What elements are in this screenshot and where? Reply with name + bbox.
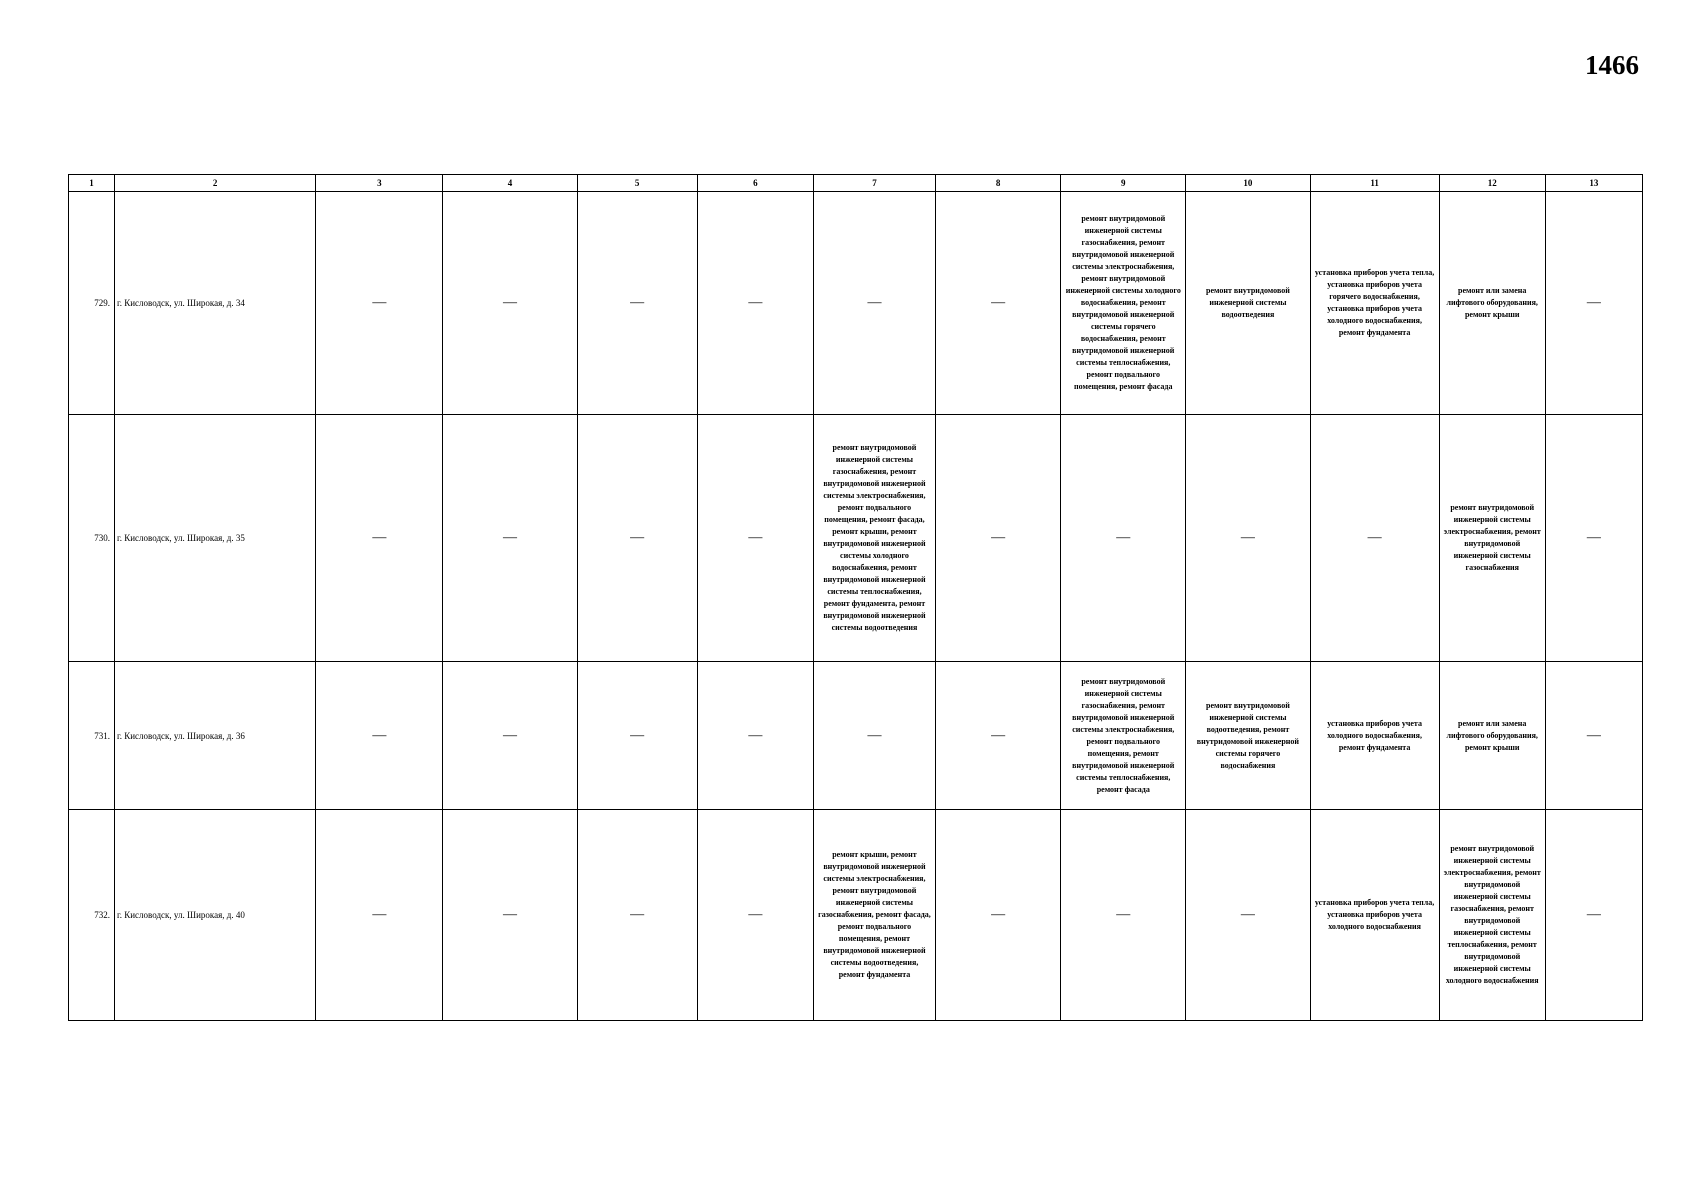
column-header-13: 13 <box>1545 175 1642 192</box>
row-number: 730. <box>69 415 115 662</box>
column-number-row <box>69 175 1643 192</box>
dash: — <box>372 907 387 922</box>
cell-col-8 <box>936 662 1061 810</box>
cell-col-11 <box>1310 415 1439 662</box>
cell-col-13 <box>1545 192 1642 415</box>
dash: — <box>630 727 645 743</box>
cell-col-6 <box>697 810 813 1021</box>
cell-text: — <box>1116 530 1131 545</box>
cell-text: — <box>1367 530 1382 545</box>
column-header-4: 4 <box>443 175 577 192</box>
cell-col-11: установка приборов учета тепла, установка приборов учета холодного водоснабжения <box>1310 810 1439 1021</box>
cell-text: — <box>867 727 882 743</box>
column-header-7: 7 <box>813 175 935 192</box>
dash: — <box>630 907 645 922</box>
cell-col-4 <box>443 810 577 1021</box>
column-header-6: 6 <box>697 175 813 192</box>
column-header-12: 12 <box>1439 175 1545 192</box>
row-number: 729. <box>69 192 115 415</box>
cell-col-3 <box>316 662 443 810</box>
dash: — <box>630 295 645 310</box>
table-row <box>69 662 1643 810</box>
dash: — <box>991 907 1006 922</box>
cell-col-12: ремонт или замена лифтового оборудования, ремонт крыши <box>1439 662 1545 810</box>
column-header-2: 2 <box>115 175 316 192</box>
cell-col-13 <box>1545 810 1642 1021</box>
cell-col-9: ремонт внутридомовой инженерной системы газоснабжения, ремонт внутридомовой инженерной системы электроснабжения, ремонт подвального помещения, ремонт внутридомовой инженерной системы теплоснабжения, ремонт фасада <box>1061 662 1186 810</box>
cell-col-7: ремонт крыши, ремонт внутридомовой инженерной системы электроснабжения, ремонт внутридомовой инженерной системы газоснабжения, ремонт фасада, ремонт подвального помещения, ремонт внутридомовой инженерной системы водоотведения, ремонт фундамента <box>813 810 935 1021</box>
cell-col-6 <box>697 192 813 415</box>
register-table <box>68 174 1643 1021</box>
cell-col-5 <box>577 810 697 1021</box>
cell-col-8 <box>936 415 1061 662</box>
dash: — <box>1586 907 1601 922</box>
cell-text: — <box>867 295 882 310</box>
cell-col-9: ремонт внутридомовой инженерной системы газоснабжения, ремонт внутридомовой инженерной системы электроснабжения, ремонт внутридомовой инженерной системы холодного водоснабжения, ремонт внутридомовой инженерной системы горячего водоснабжения, ремонт внутридомовой инженерной системы теплоснабжения, ремонт подвального помещения, ремонт фасада <box>1061 192 1186 415</box>
cell-col-4 <box>443 415 577 662</box>
dash: — <box>503 295 518 310</box>
column-header-10: 10 <box>1186 175 1310 192</box>
table-row <box>69 415 1643 662</box>
cell-col-7: ремонт внутридомовой инженерной системы газоснабжения, ремонт внутридомовой инженерной системы электроснабжения, ремонт подвального помещения, ремонт фасада, ремонт крыши, ремонт внутридомовой инженерной системы холодного водоснабжения, ремонт внутридомовой инженерной системы теплоснабжения, ремонт фундамента, ремонт внутридомовой инженерной системы водоотведения <box>813 415 935 662</box>
row-address: г. Кисловодск, ул. Широкая, д. 36 <box>115 662 316 810</box>
dash: — <box>748 727 763 743</box>
cell-col-6 <box>697 415 813 662</box>
table-row <box>69 810 1643 1021</box>
cell-col-12: ремонт или замена лифтового оборудования, ремонт крыши <box>1439 192 1545 415</box>
dash: — <box>748 530 763 545</box>
dash: — <box>991 295 1006 310</box>
cell-col-5 <box>577 192 697 415</box>
cell-col-8 <box>936 810 1061 1021</box>
dash: — <box>503 530 518 545</box>
table-row <box>69 192 1643 415</box>
cell-text: — <box>1240 530 1255 545</box>
cell-col-13 <box>1545 662 1642 810</box>
cell-col-3 <box>316 415 443 662</box>
column-header-5: 5 <box>577 175 697 192</box>
cell-col-7 <box>813 662 935 810</box>
dash: — <box>1586 727 1601 743</box>
dash: — <box>372 727 387 743</box>
cell-col-11: установка приборов учета тепла, установка приборов учета горячего водоснабжения, установка приборов учета холодного водоснабжения, ремонт фундамента <box>1310 192 1439 415</box>
dash: — <box>1586 295 1601 310</box>
dash: — <box>372 295 387 310</box>
cell-col-3 <box>316 810 443 1021</box>
cell-col-4 <box>443 662 577 810</box>
cell-col-10: ремонт внутридомовой инженерной системы водоотведения <box>1186 192 1310 415</box>
cell-col-5 <box>577 662 697 810</box>
cell-col-9 <box>1061 810 1186 1021</box>
cell-col-8 <box>936 192 1061 415</box>
cell-text: — <box>1240 907 1255 922</box>
row-number: 731. <box>69 662 115 810</box>
row-address: г. Кисловодск, ул. Широкая, д. 34 <box>115 192 316 415</box>
cell-col-12: ремонт внутридомовой инженерной системы электроснабжения, ремонт внутридомовой инженерной системы газоснабжения <box>1439 415 1545 662</box>
dash: — <box>503 727 518 743</box>
cell-col-9 <box>1061 415 1186 662</box>
row-address: г. Кисловодск, ул. Широкая, д. 40 <box>115 810 316 1021</box>
dash: — <box>1586 530 1601 545</box>
cell-col-13 <box>1545 415 1642 662</box>
cell-col-11: установка приборов учета холодного водоснабжения, ремонт фундамента <box>1310 662 1439 810</box>
dash: — <box>748 295 763 310</box>
page-number: 1466 <box>1585 50 1639 80</box>
cell-col-10 <box>1186 415 1310 662</box>
row-number: 732. <box>69 810 115 1021</box>
dash: — <box>748 907 763 922</box>
cell-col-10 <box>1186 810 1310 1021</box>
row-address: г. Кисловодск, ул. Широкая, д. 35 <box>115 415 316 662</box>
cell-col-12: ремонт внутридомовой инженерной системы электроснабжения, ремонт внутридомовой инженерной системы газоснабжения, ремонт внутридомовой инженерной системы теплоснабжения, ремонт внутридомовой инженерной системы холодного водоснабжения <box>1439 810 1545 1021</box>
cell-col-3 <box>316 192 443 415</box>
column-header-3: 3 <box>316 175 443 192</box>
column-header-1: 1 <box>69 175 115 192</box>
dash: — <box>372 530 387 545</box>
dash: — <box>503 907 518 922</box>
cell-col-7 <box>813 192 935 415</box>
column-header-11: 11 <box>1310 175 1439 192</box>
cell-col-5 <box>577 415 697 662</box>
cell-text: — <box>1116 907 1131 922</box>
cell-col-6 <box>697 662 813 810</box>
column-header-8: 8 <box>936 175 1061 192</box>
cell-col-4 <box>443 192 577 415</box>
column-header-9: 9 <box>1061 175 1186 192</box>
dash: — <box>991 530 1006 545</box>
dash: — <box>630 530 645 545</box>
cell-col-10: ремонт внутридомовой инженерной системы водоотведения, ремонт внутридомовой инженерной системы горячего водоснабжения <box>1186 662 1310 810</box>
dash: — <box>991 727 1006 743</box>
